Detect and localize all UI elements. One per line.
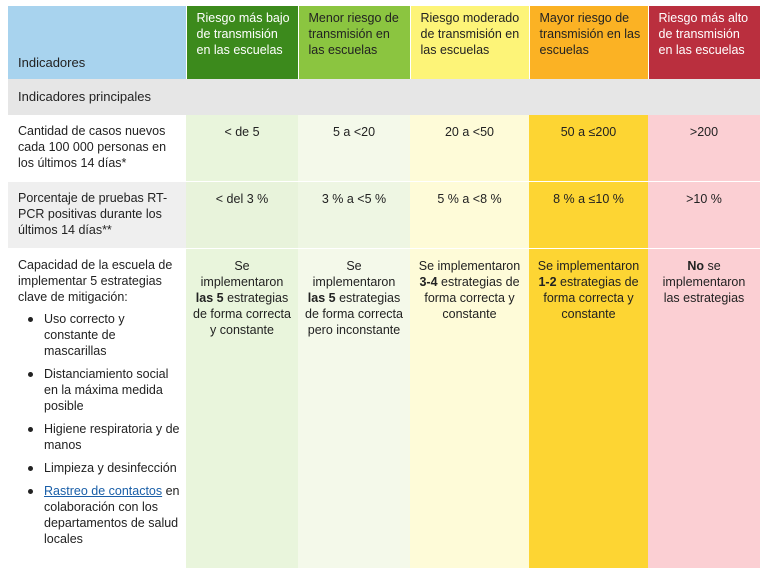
cell-text-bold: las 5	[195, 290, 224, 305]
cell-capacity-higher	[529, 248, 648, 568]
cell-text-pre: Se implementaron	[200, 258, 284, 289]
row-label-tests: Porcentaje de pruebas RT-PCR positivas durante los últimos 14 días**	[8, 181, 186, 248]
header-lowest-risk: Riesgo más bajo de transmisión en las escuelas	[186, 6, 298, 79]
list-item: Uso correcto y constante de mascarillas	[44, 311, 180, 359]
cell-tests-lower: 3 % a <5 %	[298, 181, 410, 248]
header-indicators: Indicadores	[8, 6, 186, 79]
cell-text-pre: Se implementaron	[418, 258, 521, 273]
cell-tests-highest: >10 %	[648, 181, 760, 248]
section-row	[8, 79, 760, 115]
row-label-cases: Cantidad de casos nuevos cada 100 000 personas en los últimos 14 días*	[18, 124, 167, 170]
contact-tracing-link[interactable]: Rastreo de contactos	[44, 483, 163, 498]
cell-text-post: se implementaron las estrategias	[662, 258, 746, 305]
strategy-list	[18, 311, 180, 547]
cell-cases-higher: 50 a ≤200	[529, 115, 648, 181]
cell-cases-lowest: < de 5	[186, 115, 298, 181]
cell-text-bold: 1-2	[538, 274, 557, 289]
cell-capacity-lowest	[186, 248, 298, 568]
cell-text-bold: las 5	[307, 290, 336, 305]
list-item: Distanciamiento social en la máxima medida posible	[44, 366, 180, 414]
cell-capacity-moderate	[410, 248, 529, 568]
cell-text-post: estrategias de forma correcta y constante	[543, 274, 639, 321]
table-row-cases	[8, 115, 760, 181]
header-row	[8, 6, 760, 79]
cell-cases-highest: >200	[648, 115, 760, 181]
cell-text-post: estrategias de forma correcta pero inconstante	[305, 290, 403, 337]
list-item-contact-tracing	[44, 483, 180, 547]
list-item: Limpieza y desinfección	[44, 460, 180, 476]
header-highest-risk: Riesgo más alto de transmisión en las escuelas	[648, 6, 760, 79]
cell-cases-moderate: 20 a <50	[410, 115, 529, 181]
cell-tests-lowest: < del 3 %	[186, 181, 298, 248]
row-label-capacity: Capacidad de la escuela de implementar 5 estrategias clave de mitigación:	[18, 257, 173, 304]
cell-capacity-highest	[648, 248, 760, 568]
header-lower-risk: Menor riesgo de transmisión en las escuelas	[298, 6, 410, 79]
table-row-tests	[8, 181, 760, 248]
header-higher-risk: Mayor riesgo de transmisión en las escuelas	[529, 6, 648, 79]
cell-text-post: estrategias de forma correcta y constante	[424, 274, 520, 321]
cell-capacity-lower	[298, 248, 410, 568]
row-label-capacity-cell	[8, 248, 186, 568]
cell-text-bold: No	[687, 258, 704, 273]
list-item: Higiene respiratoria y de manos	[44, 421, 180, 452]
table-row-capacity	[8, 248, 760, 568]
cell-text-pre: Se implementaron	[312, 258, 396, 289]
cell-text-pre: Se implementaron	[537, 258, 640, 273]
cell-cases-lower: 5 a <20	[298, 115, 410, 181]
header-moderate-risk: Riesgo moderado de transmisión en las escuelas	[410, 6, 529, 79]
contact-tracing-text: en colaboración con los departamentos de salud locales	[44, 483, 180, 546]
section-title: Indicadores principales	[8, 79, 760, 115]
cell-tests-moderate: 5 % a <8 %	[410, 181, 529, 248]
cell-text-post: estrategias de forma correcta y constante	[193, 290, 291, 337]
cell-text-bold: 3-4	[419, 274, 438, 289]
cell-tests-higher: 8 % a ≤10 %	[529, 181, 648, 248]
risk-indicators-table	[8, 6, 760, 568]
